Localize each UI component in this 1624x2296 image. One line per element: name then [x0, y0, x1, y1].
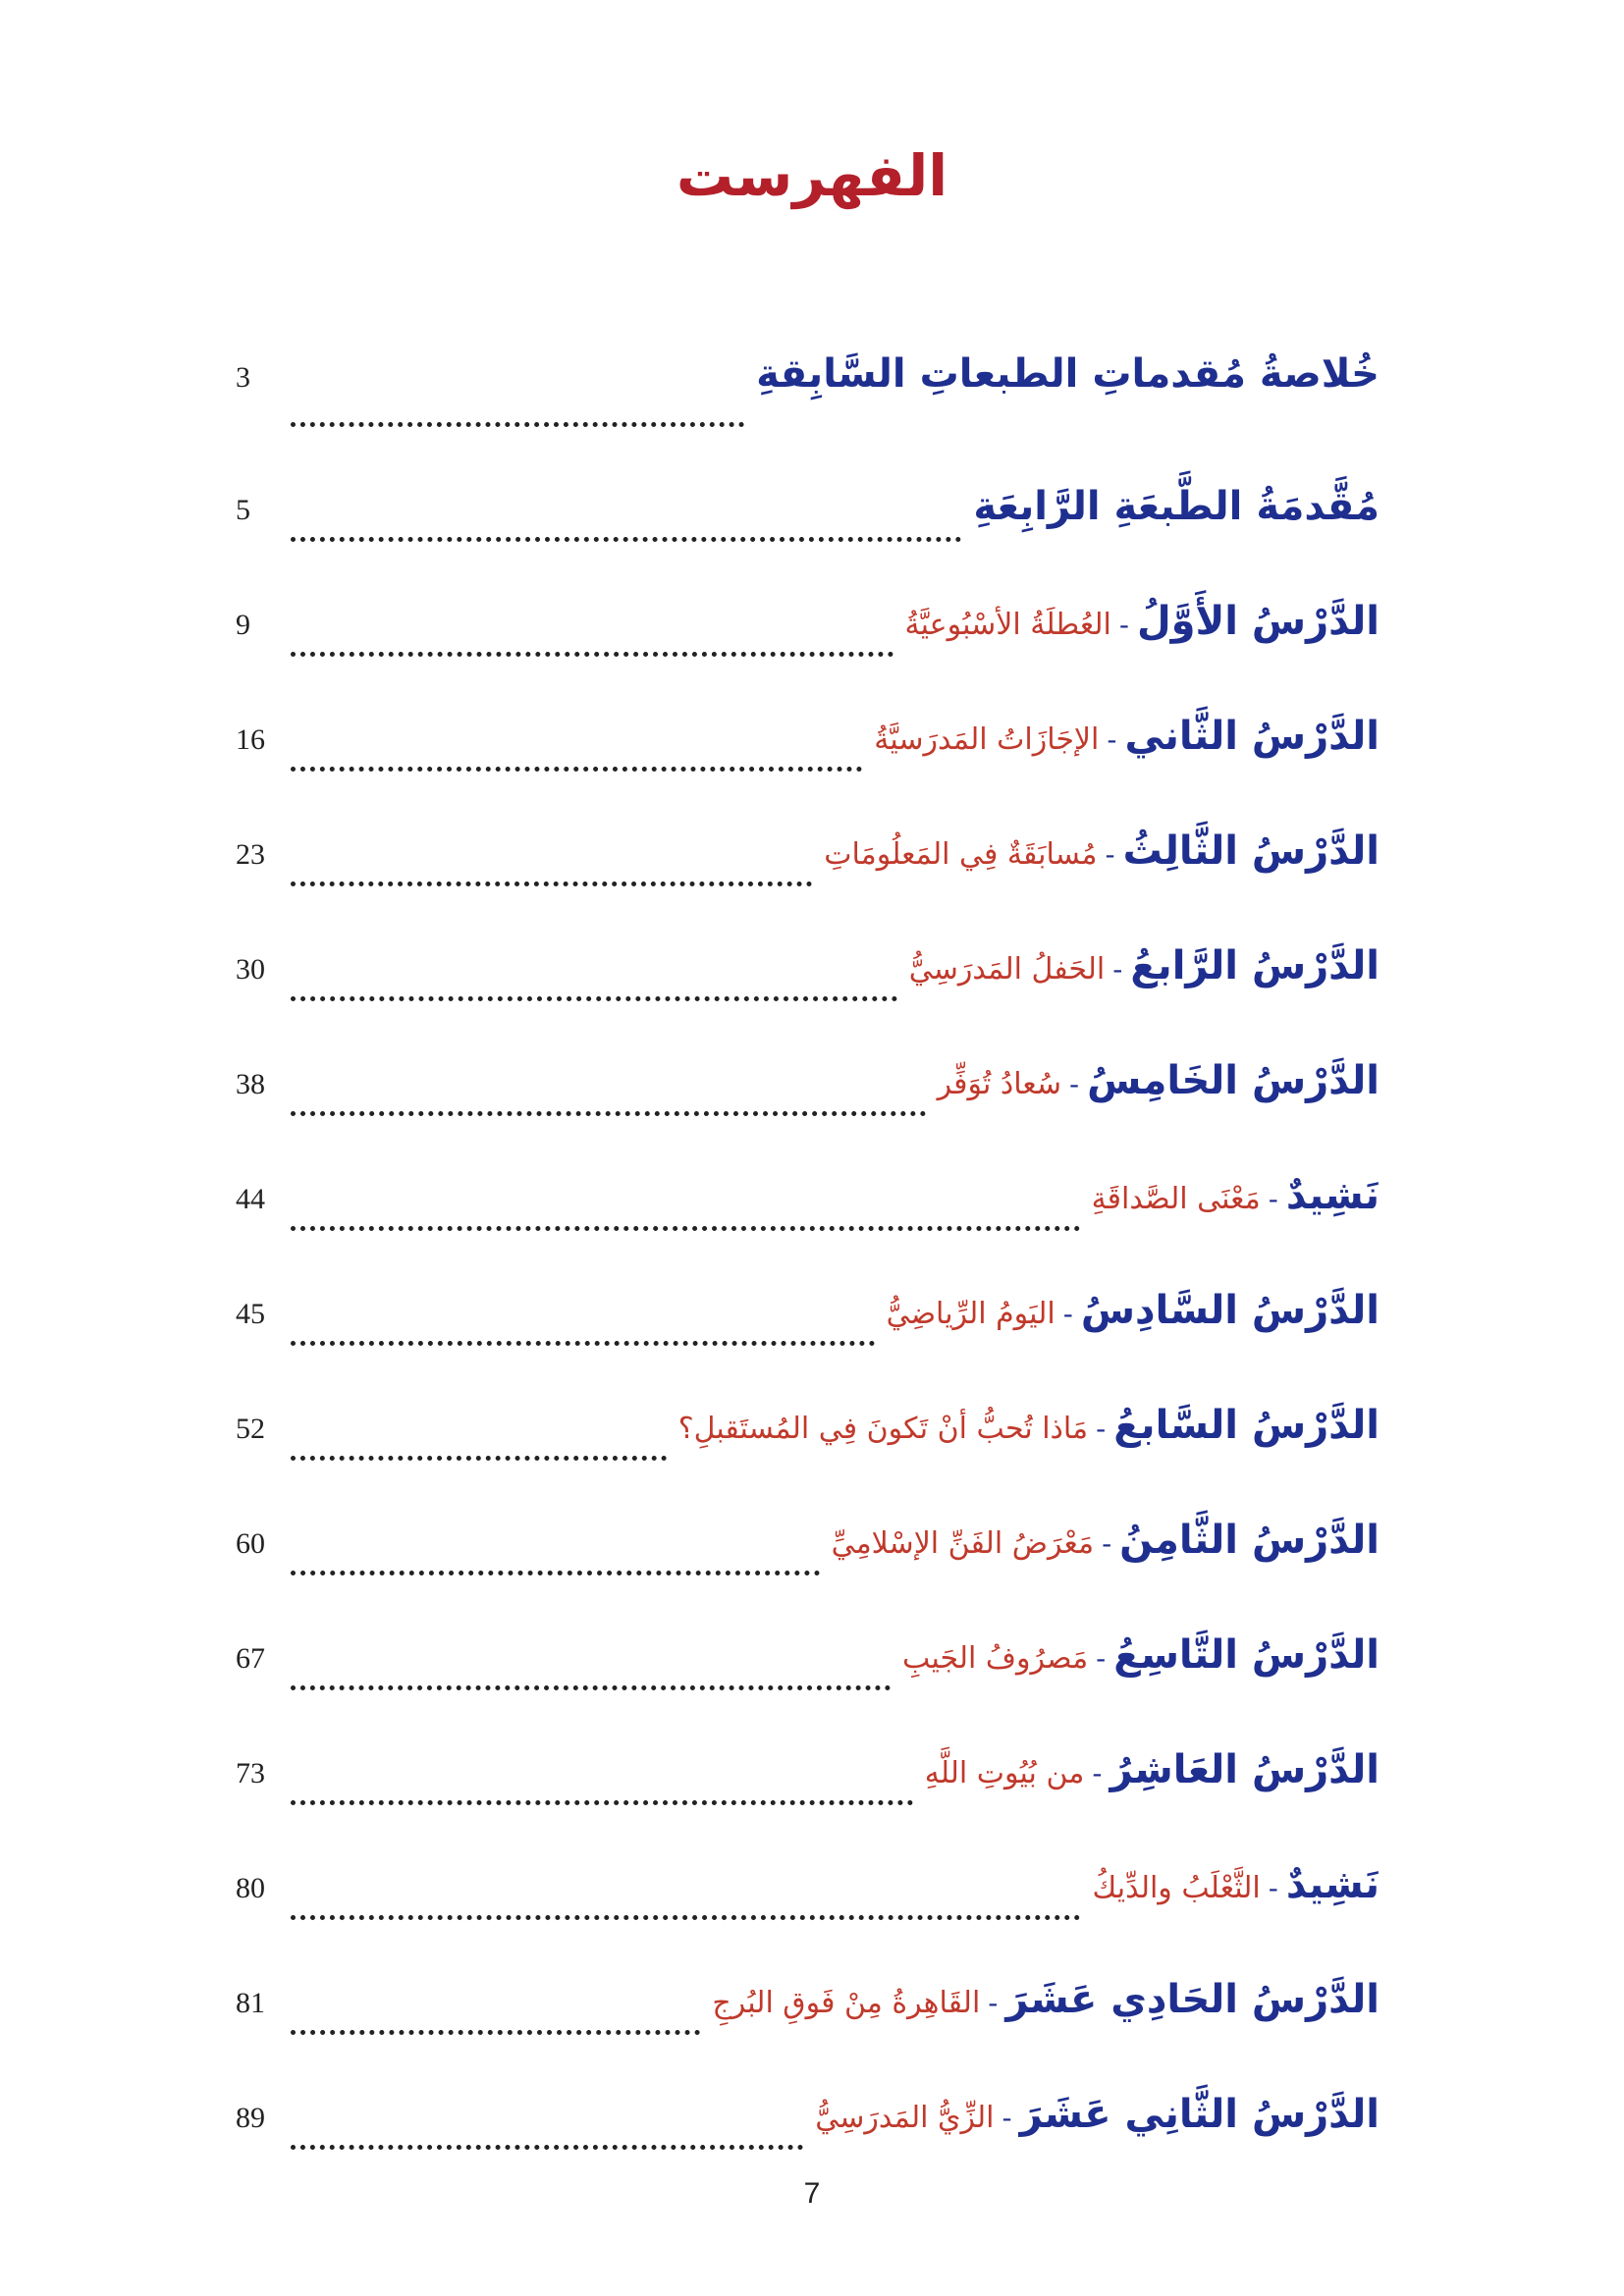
dot-leader	[291, 1226, 1080, 1231]
toc-entry-page: 80	[236, 1872, 265, 1904]
toc-entry[interactable]	[236, 1270, 1380, 1385]
toc-entry-title: نَشِيدٌ	[1285, 1862, 1380, 1907]
dot-leader	[291, 1456, 667, 1461]
toc-separator: -	[1001, 2102, 1012, 2134]
toc-entry-subtitle: مَعْنَى الصَّداقَةِ	[1091, 1182, 1261, 1216]
toc-entry-title: الدَّرْسُ السَّادِسُ	[1080, 1288, 1380, 1333]
toc-entry-page: 44	[236, 1183, 265, 1215]
toc-separator: -	[1118, 609, 1129, 641]
toc-entry-title: الدَّرْسُ الثَّاني	[1124, 714, 1380, 759]
toc-separator: -	[1112, 953, 1123, 986]
toc-entry-subtitle: العُطلَةُ الأسْبُوعيَّةُ	[904, 608, 1111, 642]
toc-entry-title: الدَّرْسُ الثَّامِنُ	[1119, 1518, 1380, 1563]
toc-separator: -	[1105, 838, 1115, 871]
toc-separator: -	[988, 1987, 999, 2019]
toc-entry-title: نَشِيدٌ	[1285, 1173, 1380, 1218]
dot-leader	[291, 881, 812, 886]
toc-entry-page: 5	[236, 494, 250, 526]
dot-leader	[291, 1800, 913, 1805]
toc-entry-title: الدَّرْسُ التَّاسِعُ	[1113, 1632, 1380, 1678]
page-number: 7	[803, 2177, 821, 2210]
toc-entry-subtitle: الثَّعْلَبُ والدِّيكُ	[1092, 1871, 1261, 1905]
toc-entry-subtitle: مَصرُوفُ الجَيبِ	[902, 1641, 1089, 1676]
toc-entry[interactable]	[236, 1385, 1380, 1500]
toc-entry[interactable]	[236, 466, 1380, 581]
toc-entry-subtitle: اليَومُ الرِّياضِيُّ	[886, 1297, 1056, 1331]
dot-leader	[291, 537, 961, 542]
dot-leader	[291, 1111, 926, 1116]
toc-entry[interactable]	[236, 926, 1380, 1041]
toc-entry[interactable]	[236, 1615, 1380, 1730]
toc-entry-subtitle: الحَفلُ المَدرَسِيُّ	[908, 952, 1106, 987]
toc-separator: -	[1092, 1757, 1103, 1789]
toc-entry-title: الدَّرْسُ السَّابعُ	[1113, 1403, 1380, 1448]
toc-entry-title: الدَّرْسُ العَاشِرُ	[1110, 1747, 1380, 1792]
toc-separator: -	[1069, 1068, 1080, 1100]
toc-entry-subtitle: الزِّيُّ المَدرَسِيُّ	[815, 2101, 995, 2135]
toc-entry[interactable]	[236, 1959, 1380, 2074]
toc-entry[interactable]	[236, 2074, 1380, 2189]
dot-leader	[291, 996, 897, 1001]
toc-entry-title: الدَّرْسُ الحَادِي عَشَرَ	[1005, 1977, 1380, 2022]
toc-entry-page: 52	[236, 1413, 265, 1445]
dot-leader	[291, 1341, 875, 1346]
table-of-contents	[236, 334, 1380, 2189]
toc-entry-subtitle: سُعادُ تُوَفِّر	[937, 1067, 1062, 1101]
toc-separator: -	[1096, 1413, 1107, 1445]
dot-leader	[291, 1915, 1080, 1920]
toc-entry-page: 16	[236, 723, 265, 756]
toc-entry[interactable]	[236, 581, 1380, 696]
toc-separator: -	[1268, 1183, 1278, 1215]
dot-leader	[291, 1571, 820, 1575]
toc-entry-title: الدَّرْسُ الرَّابعُ	[1130, 943, 1380, 988]
toc-entry-page: 3	[236, 361, 250, 394]
toc-entry-page: 89	[236, 2102, 265, 2134]
toc-entry-page: 73	[236, 1757, 265, 1789]
toc-entry-subtitle: مَعْرَضُ الفَنِّ الإسْلامِيِّ	[831, 1526, 1095, 1561]
toc-entry[interactable]	[236, 1500, 1380, 1615]
toc-entry[interactable]	[236, 1730, 1380, 1844]
dot-leader	[291, 767, 862, 772]
toc-entry-subtitle: مَاذا تُحبُّ أنْ تَكونَ فِي المُستَقبلِ؟	[677, 1412, 1089, 1446]
toc-entry-title: الدَّرْسُ الأَوَّلُ	[1136, 599, 1380, 644]
page-title: الفهرست	[676, 142, 948, 209]
dot-leader	[291, 1685, 891, 1690]
toc-separator: -	[1096, 1642, 1107, 1675]
toc-entry[interactable]	[236, 1155, 1380, 1270]
toc-entry-page: 81	[236, 1987, 265, 2019]
toc-separator: -	[1102, 1527, 1112, 1560]
toc-entry[interactable]	[236, 334, 1380, 466]
toc-entry-title: الدَّرْسُ الثَّالِثُ	[1122, 828, 1380, 874]
toc-entry[interactable]	[236, 696, 1380, 811]
toc-entry-page: 38	[236, 1068, 265, 1100]
toc-entry-page: 23	[236, 838, 265, 871]
toc-separator: -	[1107, 723, 1117, 756]
dot-leader	[291, 652, 893, 657]
toc-entry-page: 60	[236, 1527, 265, 1560]
toc-entry-title: خُلاصةُ مُقدماتِ الطبعاتِ السَّابِقةِ	[756, 351, 1380, 397]
toc-entry[interactable]	[236, 811, 1380, 926]
toc-separator: -	[1062, 1298, 1073, 1330]
toc-entry-page: 45	[236, 1298, 265, 1330]
dot-leader	[291, 422, 744, 427]
toc-entry-page: 9	[236, 609, 250, 641]
toc-entry-page: 30	[236, 953, 265, 986]
toc-entry-title: الدَّرْسُ الثَّانِي عَشَرَ	[1019, 2092, 1380, 2137]
toc-separator: -	[1268, 1872, 1278, 1904]
toc-entry-page: 67	[236, 1642, 265, 1675]
toc-entry-title: مُقَّدمَةُ الطَّبعَةِ الرَّابِعَةِ	[973, 484, 1380, 529]
toc-entry[interactable]	[236, 1844, 1380, 1959]
dot-leader	[291, 2145, 803, 2150]
toc-entry[interactable]	[236, 1041, 1380, 1155]
dot-leader	[291, 2030, 700, 2035]
toc-entry-title: الدَّرْسُ الخَامِسُ	[1087, 1058, 1380, 1103]
toc-entry-subtitle: القَاهِرةُ مِنْ فَوقِ البُرجِ	[712, 1986, 981, 2020]
toc-entry-subtitle: مُسابَقَةٌ فِي المَعلُومَاتِ	[824, 837, 1098, 872]
toc-entry-subtitle: الإجَازَاتُ المَدرَسيَّةُ	[874, 722, 1100, 757]
toc-entry-subtitle: من بُيُوتِ اللَّهِ	[924, 1756, 1085, 1790]
